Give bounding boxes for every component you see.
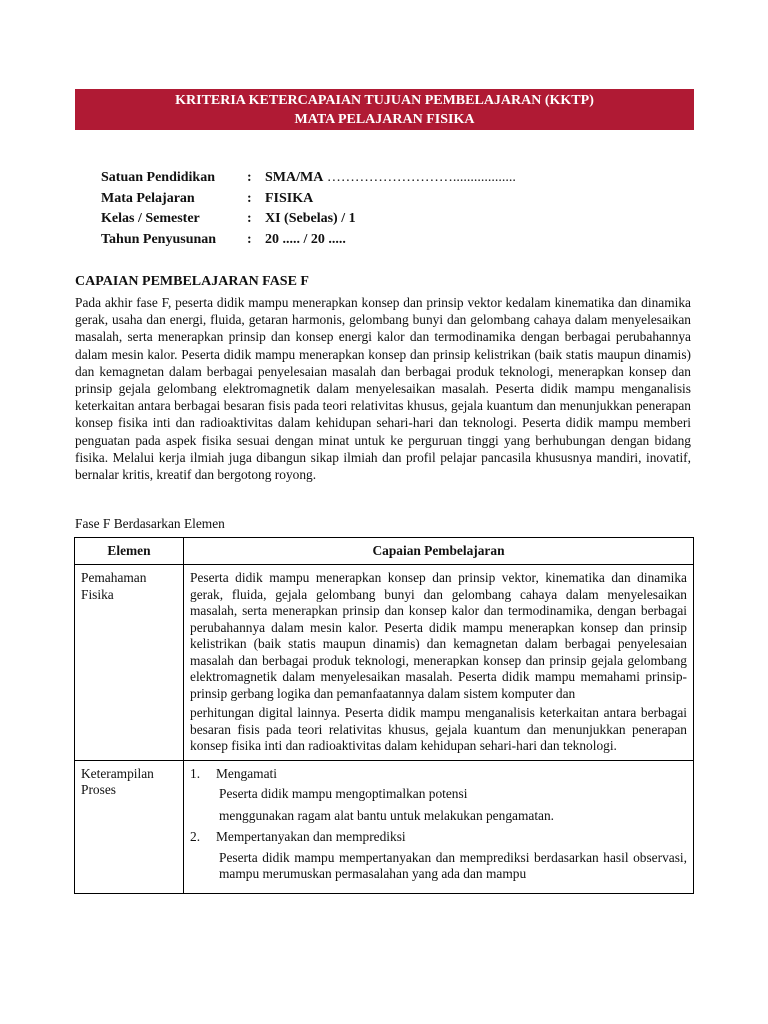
info-label: Satuan Pendidikan (101, 170, 215, 185)
info-colon: : (247, 231, 252, 247)
table-row (75, 565, 694, 761)
elemen-cell: Keterampilan Proses (75, 760, 184, 893)
list-title: Mempertanyakan dan memprediksi (216, 829, 406, 844)
capaian-text: perhitungan digital lainnya. Peserta didik mampu menganalisis keterkaitan antara berbagai besaran fisis pada teori relativitas khusus, gejala kuantum dan menunjukkan penerapan konsep fisika inti dan radioaktivitas dalam kehidupan sehari-hari dan teknologi. (190, 705, 687, 753)
info-colon: : (247, 170, 252, 185)
info-value: 20 ..... / 20 ..... (265, 231, 346, 247)
info-label: Kelas / Semester (101, 211, 200, 226)
list-title: Mengamati (216, 765, 277, 781)
list-text: Peserta didik mampu mengoptimalkan potensi (219, 786, 468, 801)
info-value: FISIKA (265, 190, 314, 206)
section-heading: CAPAIAN PEMBELAJARAN FASE F (75, 274, 309, 289)
title-line-2: MATA PELAJARAN FISIKA (294, 112, 475, 127)
info-value: SMA/MA ……………………….................. (265, 170, 516, 185)
list-item (190, 766, 687, 783)
info-colon: : (247, 211, 252, 226)
info-value: XI (Sebelas) / 1 (265, 211, 356, 226)
capaian-cell (184, 565, 694, 761)
info-label: Tahun Penyusunan (101, 231, 217, 247)
table-row (75, 760, 694, 893)
header-elemen: Elemen (75, 538, 184, 565)
capaian-text: Peserta didik mampu menerapkan konsep dan prinsip vektor, kinematika dan dinamika gerak, fluida, gejala gelombang bunyi dan gelombang cahaya dalam menyelesaikan masalah, serta menerapkan prinsip dan konsep kalor dan termodinamika, dengan berbagai perubahannya dalam mesin kalor. Peserta didik mampu menerapkan konsep dan prinsip kelistrikan (baik statis maupun dinamis) dan kemagnetan dalam berbagai penyelesaian masalah dan berbagai produk teknologi, menerapkan konsep dan prinsip gejala gelombang elektromagnetik dalam menyelesaikan masalah. Peserta didik mampu memahami prinsip-prinsip gerbang logika dan pemanfaatannya dalam sistem komputer dan (190, 570, 687, 701)
list-number: 1. (190, 765, 201, 781)
title-line-1: KRITERIA KETERCAPAIAN TUJUAN PEMBELAJARAN (KKTP) (175, 93, 594, 108)
list-text: menggunakan ragam alat bantu untuk melakukan pengamatan. (219, 807, 555, 823)
list-item (190, 829, 687, 846)
capaian-table (74, 537, 694, 894)
fase-label: Fase F Berdasarkan Elemen (75, 516, 225, 531)
info-label: Mata Pelajaran (101, 190, 195, 206)
table-header-row (75, 538, 694, 565)
capaian-cell (184, 760, 694, 893)
header-capaian: Capaian Pembelajaran (184, 538, 694, 565)
info-colon: : (247, 190, 252, 206)
list-number: 2. (190, 829, 201, 844)
capaian-paragraph: Pada akhir fase F, peserta didik mampu menerapkan konsep dan prinsip vektor kedalam kinematika dan dinamika gerak, usaha dan energi, fluida, getaran harmonis, gelombang bunyi dan gelombang cahaya dalam menyelesaikan masalah, serta menerapkan prinsip dan konsep energi kalor dan termodinamika dengan berbagai perubahannya dalam mesin kalor. Peserta didik mampu menerapkan konsep dan prinsip kelistrikan (baik statis maupun dinamis) dan kemagnetan dalam berbagai penyelesaian masalah dan berbagai produk teknologi, menerapkan konsep dan prinsip gejala gelombang elektromagnetik dalam menyelesaikan masalah. Peserta didik mampu menganalisis keterkaitan antara berbagai besaran fisis pada teori relativitas khusus, gejala kuantum dan menunjukkan penerapan konsep fisika inti dan radioaktivitas dalam kehidupan sehari-hari dan teknologi. Peserta didik mampu memberi penguatan pada aspek fisika sesuai dengan minat untuk ke perguruan tinggi yang berhubungan dengan bidang fisika. Melalui kerja ilmiah juga dibangun sikap ilmiah dan profil pelajar pancasila khususnya mandiri, inovatif, bernalar kritis, kreatif dan bergotong royong. (75, 295, 691, 483)
elemen-cell: Pemahaman Fisika (75, 565, 184, 761)
list-text: Peserta didik mampu mempertanyakan dan memprediksi berdasarkan hasil observasi, mampu merumuskan permasalahan yang ada dan mampu (219, 849, 687, 881)
